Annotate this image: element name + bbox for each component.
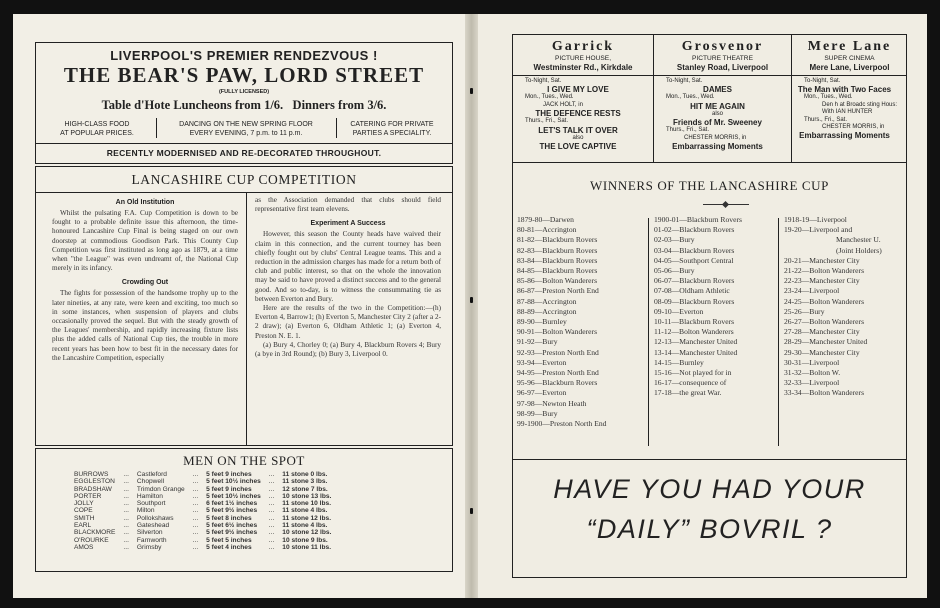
table-row: [72, 486, 333, 493]
cinema-type: PICTURE THEATRE: [692, 55, 753, 62]
player-height: 5 feet 8 inches: [206, 514, 252, 522]
divider: [654, 75, 791, 76]
table-row: [72, 478, 333, 485]
winner-entry: 95-96—Blackburn Rovers: [517, 378, 598, 388]
winner-entry: 33-34—Bolton Wanderers: [784, 388, 865, 398]
player-weight: 11 stone 12 lbs.: [282, 514, 332, 522]
film-title: HIT ME AGAIN: [690, 101, 745, 111]
dots: ...: [192, 485, 199, 493]
cinema-type: SUPER CINEMA: [824, 55, 875, 62]
player-weight: 10 stone 12 lbs.: [282, 529, 332, 537]
player-hometown: Silverton: [136, 529, 163, 537]
programme-line: Thurs., Fri., Sat.: [525, 118, 569, 125]
winner-entry: 23-24—Liverpool: [784, 286, 840, 296]
winner-entry: 99-1900—Preston North End: [517, 419, 607, 429]
player-height: 5 feet 9 inches: [206, 471, 252, 478]
dots: ...: [268, 536, 275, 544]
winner-entry: 21-22—Bolton Wanderers: [784, 266, 865, 276]
winner-entry: 17-18—the great War.: [654, 388, 722, 398]
player-hometown: Southport: [136, 500, 166, 508]
cinema-garrick: [513, 35, 653, 162]
winner-entry: 1900-01—Blackburn Rovers: [654, 215, 742, 224]
dots: ...: [192, 471, 199, 478]
staple: [470, 88, 473, 94]
dots: ...: [123, 478, 129, 486]
food-info: HIGH-CLASS FOOD AT POPULAR PRICES.: [60, 121, 134, 137]
programme-line: Den h at Broadc sting Hous:: [822, 101, 898, 108]
player-height: 5 feet 4 inches: [206, 543, 252, 551]
winner-entry: 84-85—Blackburn Rovers: [517, 266, 598, 276]
winners-column-1: [517, 215, 606, 429]
film-title: Embarrassing Moments: [672, 142, 763, 152]
players-table: [72, 471, 333, 551]
dots: ...: [123, 507, 129, 515]
cinema-address: Westminster Rd., Kirkdale: [533, 63, 633, 72]
player-name: O'ROURKE: [74, 536, 109, 544]
player-height: 5 feet 9½ inches: [206, 507, 258, 515]
cinema-name: Garrick: [551, 39, 615, 54]
player-name: COPE: [74, 507, 93, 515]
table-row: [72, 515, 333, 522]
article-paragraph: (a) Bury 4, Chorley 0; (a) Bury 4, Blackburn Rovers 4; Bury (a bye in 3rd Round); (b) Bury 3, Liverpool 0.: [255, 340, 441, 359]
winner-entry: 89-90—Burnley: [517, 317, 567, 327]
winner-entry: 09-10—Everton: [654, 306, 704, 316]
player-weight: 11 stone 0 lbs.: [282, 471, 328, 478]
dots: ...: [192, 492, 199, 500]
table-row: [72, 537, 333, 544]
winner-entry: 80-81—Accrington: [517, 225, 577, 235]
player-name: EGGLESTON: [74, 478, 115, 486]
cinema-mere-lane: [792, 35, 907, 162]
winner-entry: 02-03—Bury: [654, 235, 695, 245]
player-hometown: Hamilton: [136, 492, 163, 500]
player-name: PORTER: [74, 492, 102, 500]
film-title: THE LOVE CAPTIVE: [539, 142, 617, 152]
player-hometown: Farnworth: [136, 536, 167, 544]
film-title: The Man with Two Faces: [797, 85, 892, 95]
winner-entry: 06-07—Blackburn Rovers: [654, 276, 735, 286]
left-page: [13, 14, 465, 598]
winner-entry: 14-15—Burnley: [654, 357, 704, 367]
programme-line: CHESTER MORRIS, in: [822, 124, 885, 131]
winner-entry: (Joint Holders): [836, 245, 882, 255]
player-hometown: Grimsby: [136, 543, 162, 551]
player-height: 6 feet 1½ inches: [206, 500, 258, 508]
dots: ...: [192, 543, 199, 551]
player-hometown: Gateshead: [136, 522, 170, 530]
player-height: 5 feet 9½ inches: [206, 529, 258, 537]
winner-entry: 04-05—Southport Central: [654, 255, 734, 265]
player-weight: 11 stone 4 lbs.: [282, 507, 328, 515]
divider: [513, 75, 653, 76]
men-on-the-spot: [35, 448, 453, 572]
article-subheading: Experiment A Success: [310, 220, 386, 228]
winner-entry: 28-29—Manchester United: [784, 337, 868, 347]
player-height: 5 feet 6½ inches: [206, 522, 258, 530]
table-row: [72, 471, 333, 478]
bovril-line-2: “DAILY” BOVRIL ?: [586, 514, 833, 544]
divider: [36, 192, 452, 193]
film-title: THE DEFENCE RESTS: [535, 109, 621, 119]
winner-entry: 83-84—Blackburn Rovers: [517, 255, 598, 265]
winner-entry: 24-25—Bolton Wanderers: [784, 296, 865, 306]
winner-entry: 1879-80—Darwen: [517, 215, 574, 224]
winner-entry: 29-30—Manchester City: [784, 347, 860, 357]
player-weight: 10 stone 9 lbs.: [282, 536, 328, 544]
cinema-type: PICTURE HOUSE,: [554, 55, 612, 62]
article-paragraph: However, this season the County heads have waived their claim in this connection, and the current tourney has been chiefly fought out by clubs' Central League teams. This and a reduction in the admission charges has made for a return both of club and public interest, so that on the whole the innovation may be said to have proved a distinct success and to the general good. And so to-day, is to witness the consummating tie as between Everton and Bury.: [255, 230, 441, 303]
dots: ...: [268, 478, 275, 486]
film-title: Friends of Mr. Sweeney: [673, 118, 762, 128]
film-title: I GIVE MY LOVE: [547, 85, 609, 95]
dots: ...: [123, 492, 129, 500]
dots: ...: [268, 522, 275, 530]
programme-line: also: [572, 134, 584, 141]
column-divider: [778, 218, 779, 446]
player-weight: 11 stone 10 lbs.: [282, 500, 332, 508]
table-row: [72, 522, 333, 529]
title-ornament-dot: [722, 201, 729, 208]
table-row: [72, 493, 333, 500]
column-divider: [648, 218, 649, 446]
winner-entry: 08-09—Blackburn Rovers: [654, 296, 735, 306]
article-column-left: [52, 195, 238, 363]
article-column-right: [255, 196, 441, 359]
licence-note: (FULLY LICENSED): [218, 89, 270, 95]
cinema-name: Mere Lane: [807, 39, 892, 54]
dots: ...: [123, 500, 129, 508]
programme-line: also: [711, 110, 723, 117]
players-title: MEN ON THE SPOT: [183, 453, 305, 468]
cinema-adverts: [513, 35, 906, 162]
programme-line: To-Night, Sat.: [525, 78, 562, 84]
dots: ...: [268, 514, 275, 522]
right-page: [478, 14, 927, 598]
programme-line: CHESTER MORRIS, in: [684, 134, 747, 141]
article-subheading: An Old Institution: [115, 199, 175, 206]
winner-entry: 81-82—Blackburn Rovers: [517, 235, 598, 245]
bovril-line-1: HAVE YOU HAD YOUR: [553, 474, 866, 504]
player-weight: 11 stone 4 lbs.: [282, 522, 328, 530]
player-name: BRADSHAW: [74, 485, 112, 493]
article-paragraph: Whilst the pulsating F.A. Cup Competition is down to be fought to a probable definite issue this afternoon, the time-honoured Lancashire Cup Final is being staged on our own doorstep at commodious Goodison Park. This County Cup Competition was first instituted as long ago as 1879, at a time when "the League" was even undreamt of, the National Cup merely in its infancy.: [52, 209, 238, 273]
dots: ...: [268, 529, 275, 537]
winner-entry: 85-86—Bolton Wanderers: [517, 276, 598, 286]
bears-paw-advert: [35, 42, 453, 164]
dots: ...: [268, 492, 275, 500]
table-row: [72, 507, 333, 514]
dots: ...: [123, 543, 129, 551]
dots: ...: [123, 514, 129, 522]
meal-prices: Table d'Hote Luncheons from 1/6. Dinners from 3/6.: [101, 98, 387, 112]
winner-entry: 13-14—Manchester United: [654, 347, 738, 357]
programme-line: Mon., Tues., Wed.: [525, 94, 574, 101]
winner-entry: 07-08—Oldham Athletic: [654, 286, 730, 296]
programme-line: Thurs., Fri., Sat.: [804, 116, 848, 123]
player-name: BLACKMORE: [74, 529, 116, 537]
article-title: LANCASHIRE CUP COMPETITION: [131, 172, 357, 187]
player-weight: 11 stone 3 lbs.: [282, 478, 328, 486]
dots: ...: [192, 478, 199, 486]
winner-entry: 86-87—Preston North End: [517, 286, 599, 296]
right-page-frame: [512, 34, 907, 578]
dots: ...: [192, 514, 199, 522]
winner-entry: 20-21—Manchester City: [784, 255, 860, 265]
winner-entry: 12-13—Manchester United: [654, 337, 738, 347]
winner-entry: 32-33—Liverpool: [784, 378, 840, 388]
winner-entry: 19-20—Liverpool and: [784, 225, 853, 235]
dots: ...: [192, 522, 199, 530]
lancashire-cup-article: [35, 166, 453, 446]
film-title: DAMES: [703, 85, 732, 95]
player-hometown: Castleford: [136, 471, 167, 478]
advert-footer: RECENTLY MODERNISED AND RE-DECORATED THROUGHOUT.: [106, 148, 382, 158]
winner-entry: 92-93—Preston North End: [517, 347, 599, 357]
advert-title: THE BEAR'S PAW, LORD STREET: [63, 63, 425, 87]
programme-line: Mon., Tues., Wed.: [804, 94, 853, 101]
winner-entry: Manchester U.: [836, 235, 881, 245]
dots: ...: [268, 485, 275, 493]
dots: ...: [123, 529, 129, 537]
winner-entry: 26-27—Bolton Wanderers: [784, 317, 865, 327]
player-name: EARL: [74, 522, 92, 530]
player-name: JOLLY: [74, 500, 94, 508]
winner-entry: 25-26—Bury: [784, 306, 825, 316]
winner-entry: 15-16—Not played for in: [654, 368, 732, 378]
winner-entry: 82-83—Blackburn Rovers: [517, 245, 598, 255]
player-hometown: Trimdon Grange: [136, 485, 185, 493]
player-height: 5 feet 10½ inches: [206, 492, 261, 500]
cinema-grosvenor: [654, 35, 791, 162]
winners-title: WINNERS OF THE LANCASHIRE CUP: [590, 178, 829, 193]
winner-entry: 31-32—Bolton W.: [784, 368, 841, 378]
player-hometown: Chopwell: [136, 478, 165, 486]
winner-entry: 16-17—consequence of: [654, 378, 727, 388]
winner-entry: 94-95—Preston North End: [517, 368, 599, 378]
winner-entry: 03-04—Blackburn Rovers: [654, 245, 735, 255]
dots: ...: [268, 471, 275, 478]
dancing-info: DANCING ON THE NEW SPRING FLOOR EVERY EVENING, 7 p.m. to 11 p.m.: [179, 121, 313, 137]
programme-line: To-Night, Sat.: [804, 78, 841, 84]
divider: [792, 75, 907, 76]
programme-line: To-Night, Sat.: [666, 78, 703, 84]
dots: ...: [192, 529, 199, 537]
dots: ...: [268, 500, 275, 508]
dots: ...: [268, 507, 275, 515]
dots: ...: [192, 536, 199, 544]
divider: [36, 143, 452, 144]
winner-entry: 30-31—Liverpool: [784, 357, 840, 367]
staple: [470, 297, 473, 303]
programme-line: Thurs., Fri., Sat.: [666, 127, 710, 134]
winner-entry: 10-11—Blackburn Rovers: [654, 317, 735, 327]
film-title: Embarrassing Moments: [799, 131, 890, 141]
winner-entry: 96-97—Everton: [517, 388, 567, 398]
article-paragraph: as the Association demanded that clubs should field representative first team elevens.: [255, 196, 441, 214]
winner-entry: 01-02—Blackburn Rovers: [654, 225, 735, 235]
cinema-name: Grosvenor: [681, 39, 764, 54]
table-row: [72, 529, 333, 536]
table-row: [72, 544, 333, 551]
winner-entry: 87-88—Accrington: [517, 296, 577, 306]
winner-entry: 97-98—Newton Heath: [517, 398, 587, 408]
column-divider: [246, 192, 247, 446]
player-weight: 10 stone 11 lbs.: [282, 543, 332, 551]
player-height: 5 feet 5 inches: [206, 536, 252, 544]
dots: ...: [123, 536, 129, 544]
dots: ...: [192, 500, 199, 508]
player-weight: 12 stone 7 lbs.: [282, 485, 328, 493]
winner-entry: 93-94—Everton: [517, 357, 567, 367]
dots: ...: [123, 485, 129, 493]
player-height: 5 feet 10½ inches: [206, 478, 261, 486]
bovril-advert: [513, 460, 906, 578]
catering-info: CATERING FOR PRIVATE PARTIES A SPECIALITY.: [350, 121, 434, 137]
advert-tagline: LIVERPOOL'S PREMIER RENDEZVOUS !: [110, 48, 378, 63]
divider: [513, 162, 906, 163]
dots: ...: [268, 543, 275, 551]
programme-line: With IAN HUNTER: [822, 109, 873, 116]
winners-column-3: [784, 215, 882, 399]
player-hometown: Milton: [136, 507, 155, 515]
winner-entry: 88-89—Accrington: [517, 306, 577, 316]
dots: ...: [123, 522, 129, 530]
player-hometown: Pollokshaws: [136, 514, 174, 522]
player-name: SMITH: [74, 514, 95, 522]
cinema-address: Mere Lane, Liverpool: [809, 63, 890, 72]
winner-entry: 11-12—Bolton Wanderers: [654, 327, 734, 337]
winner-entry: 22-23—Manchester City: [784, 276, 860, 286]
winner-entry: 27-28—Manchester City: [784, 327, 860, 337]
cinema-address: Stanley Road, Liverpool: [676, 63, 769, 72]
player-name: BURROWS: [74, 471, 109, 478]
winners-column-2: [654, 215, 742, 399]
dots: ...: [192, 507, 199, 515]
film-title: LET'S TALK IT OVER: [538, 125, 618, 135]
winner-entry: 05-06—Bury: [654, 266, 695, 276]
player-weight: 10 stone 13 lbs.: [282, 492, 332, 500]
player-name: AMOS: [74, 543, 94, 551]
article-subheading: Crowding Out: [121, 279, 169, 287]
article-paragraph: The fights for possession of the handsome trophy up to the later nineties, at any rate, were keen and exciting, too much so in some instances, when suspension of players and clubs occasionally proved the sequel. But with the steady growth of the Leagues' membership, and rapidly increasing fixture lists plus the added calls of National Cup ties, the trouble in more recent years has been how to best fit in the necessary dates for the Lancashire Competition, especially: [52, 289, 238, 362]
table-row: [72, 500, 333, 507]
dots: ...: [123, 471, 129, 478]
player-height: 5 feet 9 inches: [206, 485, 252, 493]
winner-entry: 91-92—Bury: [517, 337, 558, 347]
programme-line: Mon., Tues., Wed.: [666, 94, 715, 101]
programme-line: JACK HOLT, in: [543, 101, 583, 108]
winner-entry: 90-91—Bolton Wanderers: [517, 327, 598, 337]
winner-entry: 1918-19—Liverpool: [784, 215, 847, 224]
article-paragraph: Here are the results of the two in the Competition:—(h) Everton 4, Barrow1; (h) Everton 5, Manchester City 2 (after a 2-2 draw); (a) Everton 6, Oldham Athletic 1; (a) Everton 4, Preston N. E. 1.: [255, 304, 441, 340]
winner-entry: 98-99—Bury: [517, 408, 558, 418]
staple: [470, 508, 473, 514]
